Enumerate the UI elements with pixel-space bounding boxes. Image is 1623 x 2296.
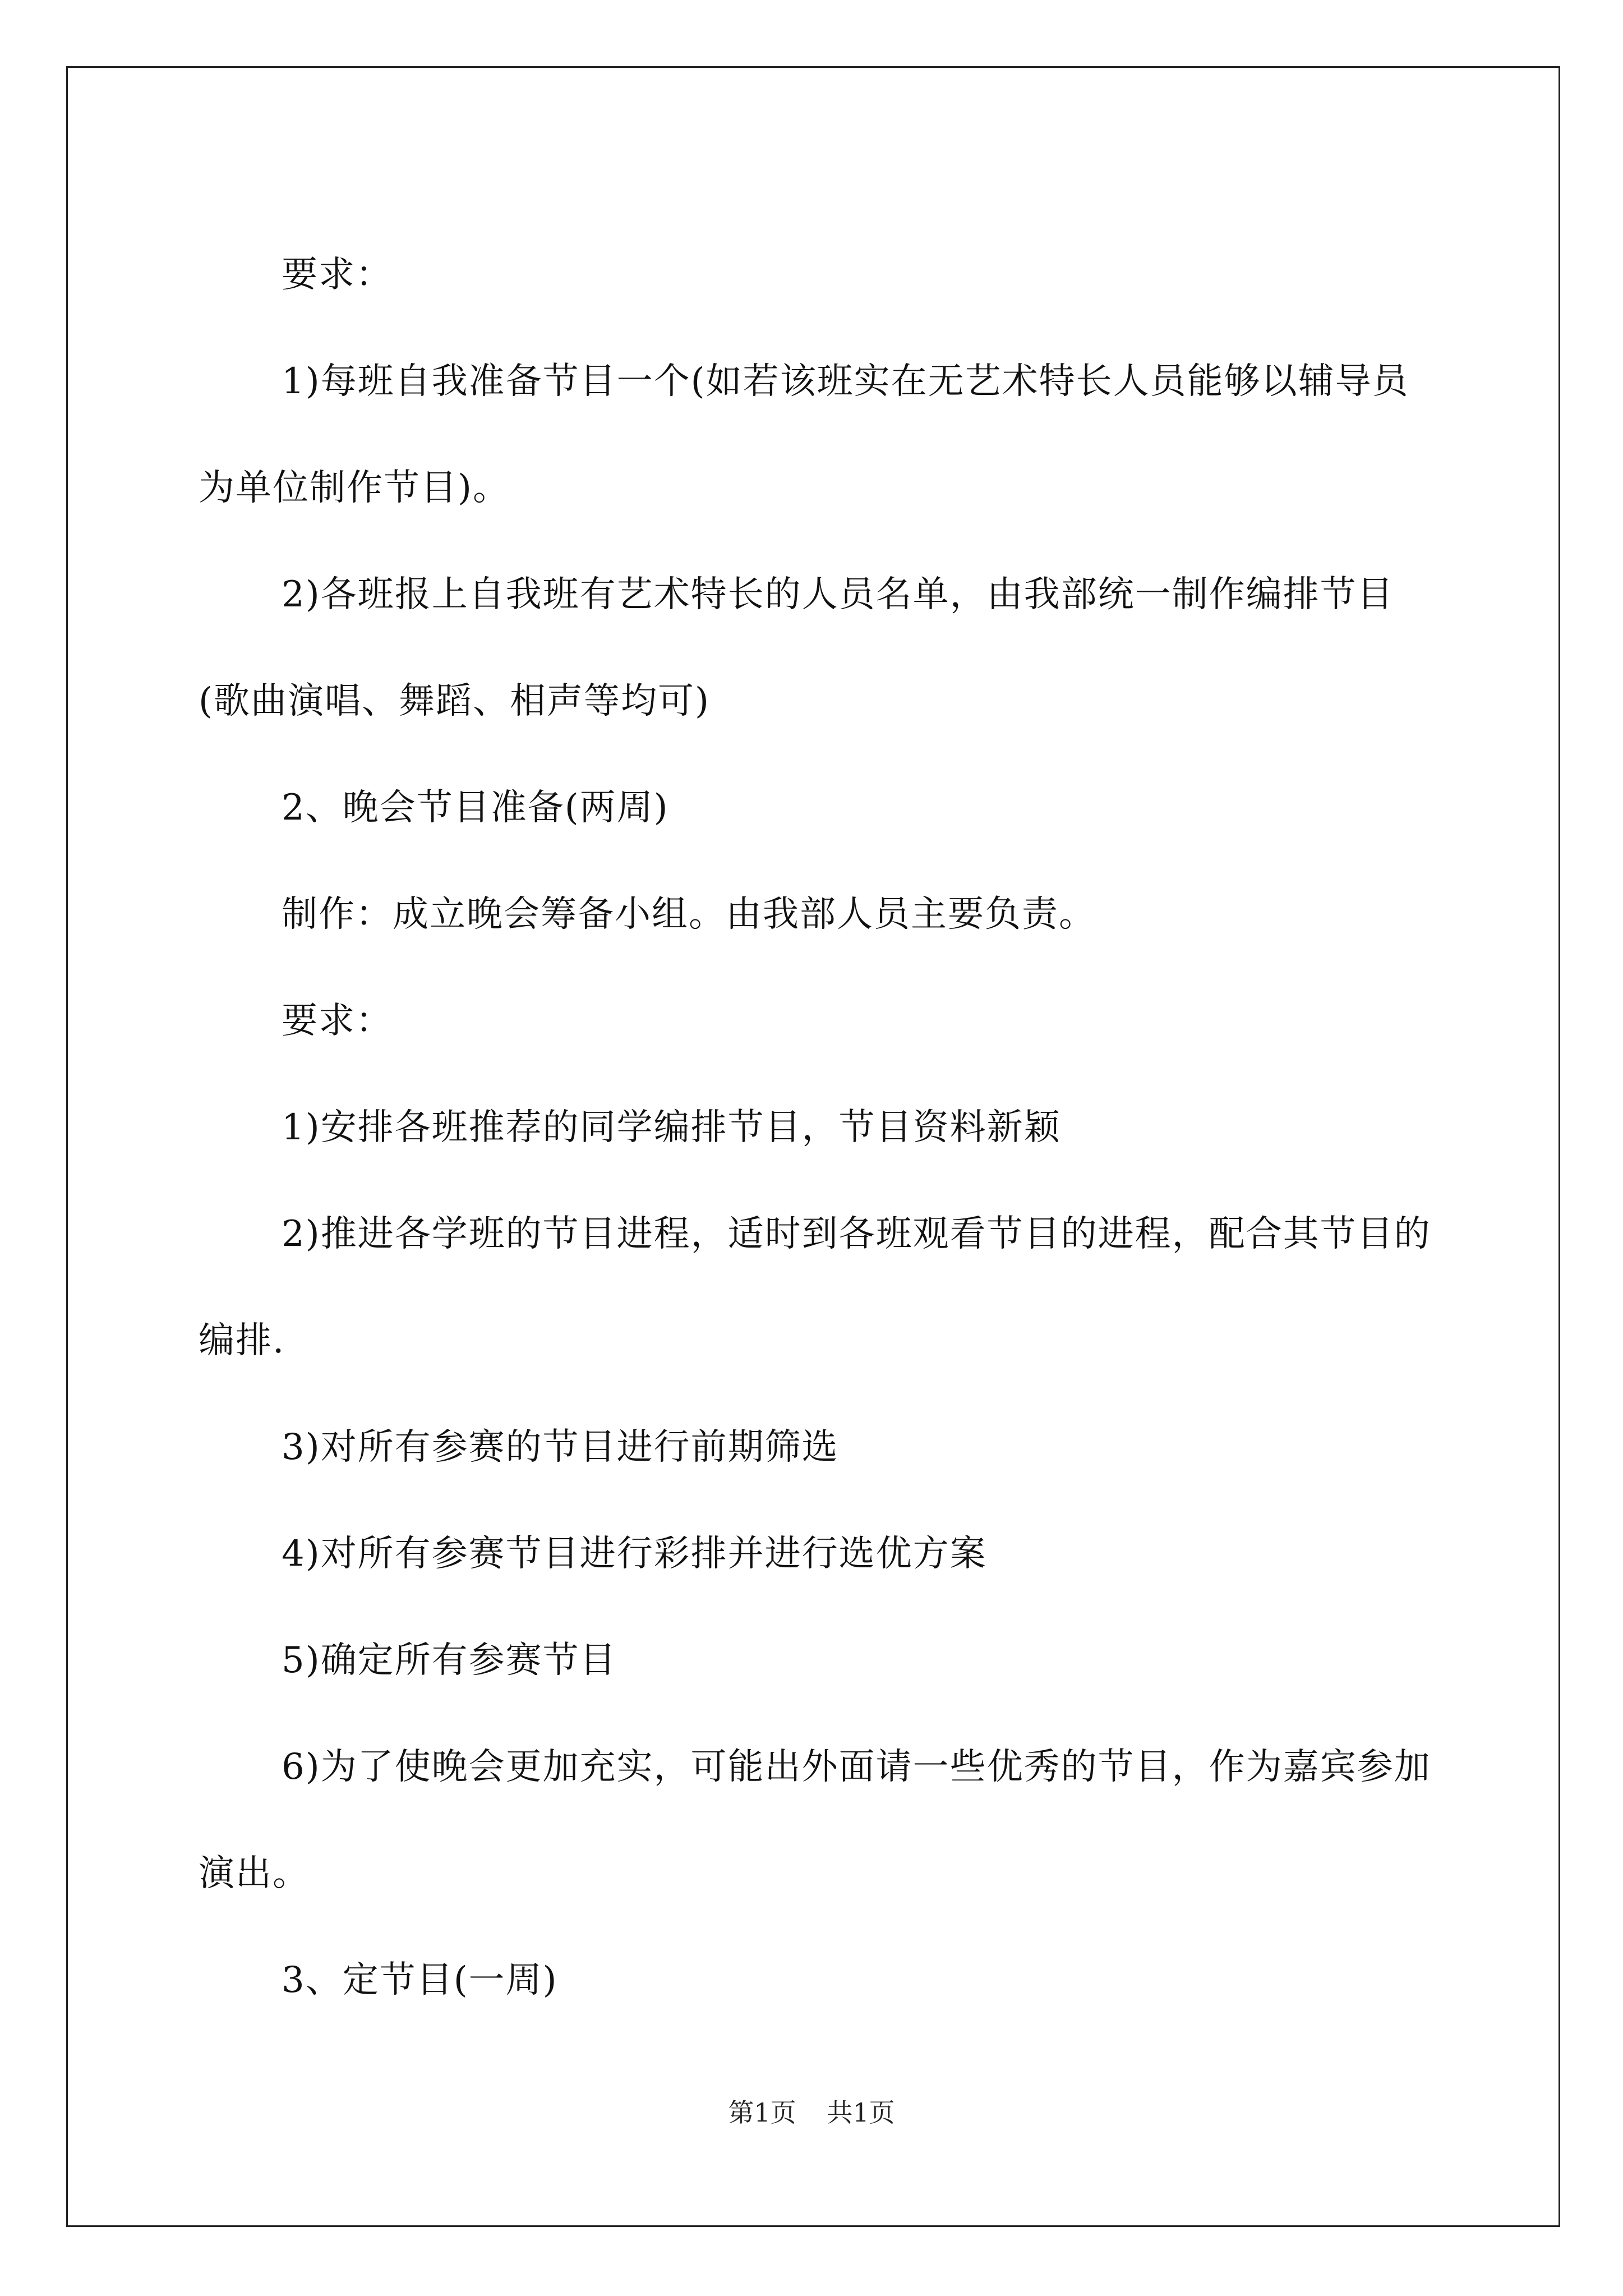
page-total: 共1页 — [827, 2097, 895, 2128]
paragraph-item: 3)对所有参赛的节目进行前期筛选 — [282, 1427, 839, 1468]
paragraph-section-heading: 3、定节目(一周) — [282, 1959, 558, 2001]
paragraph-section-heading: 2、晚会节目准备(两周) — [282, 787, 669, 829]
paragraph-requirements-heading: 要求： — [282, 254, 393, 296]
paragraph-item: 1)安排各班推荐的同学编排节目，节目资料新颖 — [282, 1107, 1061, 1148]
paragraph-item: 2)推进各学班的节目进程，适时到各班观看节目的进程，配合其节目的编排. — [199, 1213, 1431, 1361]
paragraph-item: 1)每班自我准备节目一个(如若该班实在无艺术特长人员能够以辅导员为单位制作节目)。 — [199, 361, 1409, 509]
page-number: 第1页 — [728, 2097, 796, 2128]
paragraph-item: 4)对所有参赛节目进行彩排并进行选优方案 — [282, 1533, 987, 1575]
paragraph-item: 6)为了使晚会更加充实，可能出外面请一些优秀的节目，作为嘉宾参加演出。 — [199, 1746, 1431, 1894]
paragraph-item: 2)各班报上自我班有艺术特长的人员名单，由我部统一制作编排节目(歌曲演唱、舞蹈、相声等均可) — [199, 574, 1394, 722]
paragraph-item: 制作：成立晚会筹备小组。由我部人员主要负责。 — [282, 894, 1096, 935]
page-footer — [0, 2092, 1623, 2129]
document-body — [199, 222, 1438, 2033]
paragraph-requirements-heading: 要求： — [282, 1000, 393, 1042]
paragraph-item: 5)确定所有参赛节目 — [282, 1640, 617, 1681]
